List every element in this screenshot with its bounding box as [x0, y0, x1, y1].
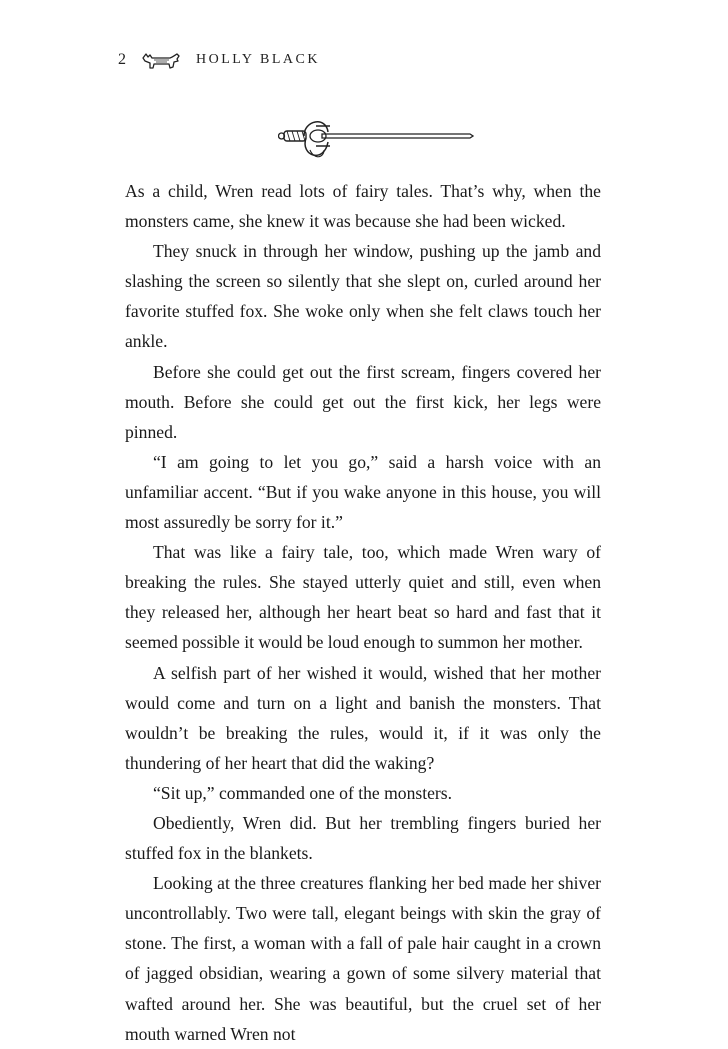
author-name: HOLLY BLACK [196, 52, 320, 67]
paragraph: “I am going to let you go,” said a harsh voice with an unfamiliar accent. “But if you wake anyone in this house, you will most assuredly be sorry for it.” [125, 451, 601, 533]
chapter-body-text [125, 176, 601, 1049]
paragraph: They snuck in through her window, pushing up the jamb and slashing the screen so silently that she slept on, curled around her favorite stuffed fox. She woke only when she felt claws touch her ankle. [125, 241, 601, 352]
paragraph: Obediently, Wren did. But her trembling fingers buried her stuffed fox in the blankets. [125, 812, 601, 864]
paragraph: Looking at the three creatures flanking her bed made her shiver uncontrollably. Two were tall, elegant beings with skin the gray of stone. The first, a woman with a fall of pale hair caught in a crown of jagged obsidian, wearing a gown of some silvery material that wafted around her. She was beautiful, but the cruel set of her mouth warned Wren not [125, 873, 601, 1044]
paragraph: Before she could get out the first scream, fingers covered her mouth. Before she could get out the first kick, her legs were pinned. [125, 361, 601, 442]
paragraph: “Sit up,” commanded one of the monsters. [153, 782, 453, 803]
rapier-sword-icon [278, 112, 474, 166]
page-number: 2 [118, 51, 126, 68]
paragraph: A selfish part of her wished it would, wished that her mother would come and turn on a light and banish the monsters. That wouldn’t be breaking the rules, would it, if it was only the thundering of her heart that did the waking? [125, 662, 601, 773]
wolf-icon [140, 49, 182, 71]
running-header [118, 48, 320, 72]
paragraph: As a child, Wren read lots of fairy tales. That’s why, when the monsters came, she knew it was because she had been wicked. [125, 181, 601, 232]
paragraph: That was like a fairy tale, too, which made Wren wary of breaking the rules. She stayed utterly quiet and still, even when they released her, although her heart beat so hard and fast that it seemed possible it would be loud enough to summon her mother. [125, 542, 601, 653]
